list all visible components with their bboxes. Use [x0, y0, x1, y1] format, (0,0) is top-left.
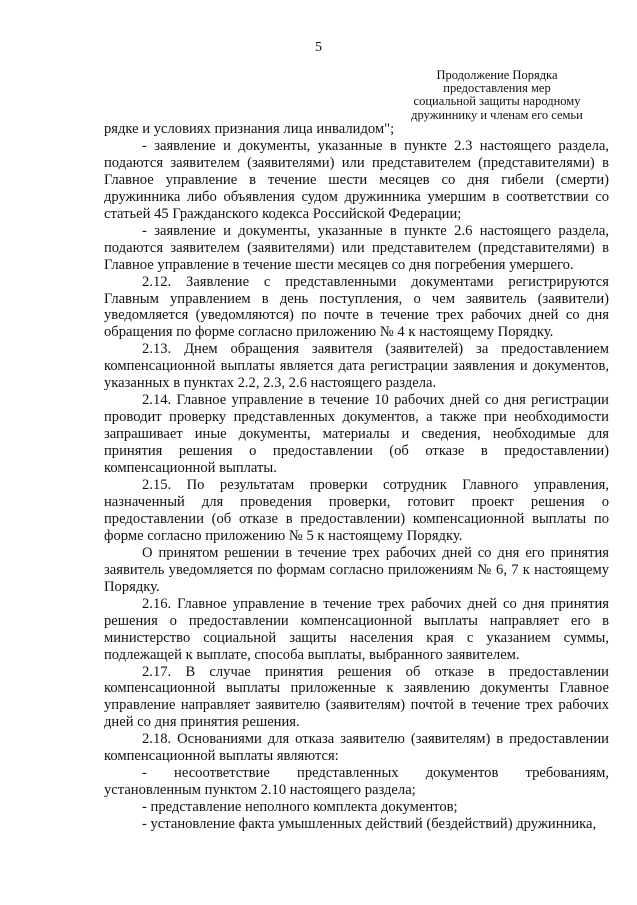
paragraph: - представление неполного комплекта документов; — [142, 799, 458, 816]
page-number: 5 — [315, 40, 322, 55]
header-line: предоставления мер — [443, 81, 551, 96]
paragraph: 2.17. В случае принятия решения об отказе в предоставлении компенсационной выплаты приложенные к заявлению документы Главное управление направляет заявителю (заявителям) почтой в течение трех рабочих дней со дня принятия решения. — [104, 663, 609, 731]
body-text — [104, 121, 609, 833]
document-header — [387, 69, 607, 122]
header-line: Продолжение Порядка — [436, 68, 558, 82]
paragraph: рядке и условиях признания лица инвалидом"; — [104, 121, 395, 137]
paragraph: О принятом решении в течение трех рабочих дней со дня его принятия заявитель уведомляется по формам согласно приложениям № 6, 7 к настоящему Порядку. — [104, 544, 609, 595]
paragraph: 2.14. Главное управление в течение 10 рабочих дней со дня регистрации проводит проверку представленных документов, а также при необходимости запрашивает иные документы, материалы и сведения, необходимые для принятия решения о предоставлении (об отказе в предоставлении) компенсационной выплаты. — [104, 392, 609, 477]
paragraph: 2.13. Днем обращения заявителя (заявителей) за предоставлением компенсационной выплаты является дата регистрации заявления и документов, указанных в пунктах 2.2, 2.3, 2.6 настоящего раздела. — [104, 341, 609, 392]
paragraph: - заявление и документы, указанные в пункте 2.6 настоящего раздела, подаются заявителем (заявителями) или представителем (представителями) в Главное управление в течение шести месяцев со дня погребения умершего. — [104, 222, 609, 273]
paragraph: - установление факта умышленных действий (бездействий) дружинника, — [142, 816, 597, 833]
header-line: социальной защиты народному — [413, 94, 581, 109]
paragraph: - несоответствие представленных документов требованиям, установленным пунктом 2.10 настоящего раздела; — [104, 765, 609, 799]
paragraph: 2.15. По результатам проверки сотрудник Главного управления, назначенный для проведения проверки, готовит проект решения о предоставлении (об отказе в предоставлении) компенсационной выплаты по форме согласно приложению № 5 к настоящему Порядку. — [104, 477, 609, 544]
paragraph: - заявление и документы, указанные в пункте 2.3 настоящего раздела, подаются заявителем (заявителями) или представителем (представителями) в Главное управление в течение шести месяцев со дня гибели (смерти) дружинника либо объявления судом дружинника умершим в соответствии со статьей 45 Гражданского кодекса Российской Федерации; — [104, 137, 609, 222]
header-line: дружиннику и членам его семьи — [411, 107, 583, 122]
paragraph: 2.18. Основаниями для отказа заявителю (заявителям) в предоставлении компенсационной выплаты являются: — [104, 731, 609, 765]
paragraph: 2.12. Заявление с представленными документами регистрируются Главным управлением в день поступления, о чем заявитель (заявители) уведомляется (уведомляются) по почте в течение трех рабочих дней со дня обращения по форме согласно приложению № 4 к настоящему Порядку. — [104, 273, 609, 341]
paragraph: 2.16. Главное управление в течение трех рабочих дней со дня принятия решения о предоставлении компенсационной выплаты направляет его в министерство социальной защиты населения края с указанием суммы, подлежащей к выплате, способа выплаты, выбранного заявителем. — [104, 595, 609, 663]
